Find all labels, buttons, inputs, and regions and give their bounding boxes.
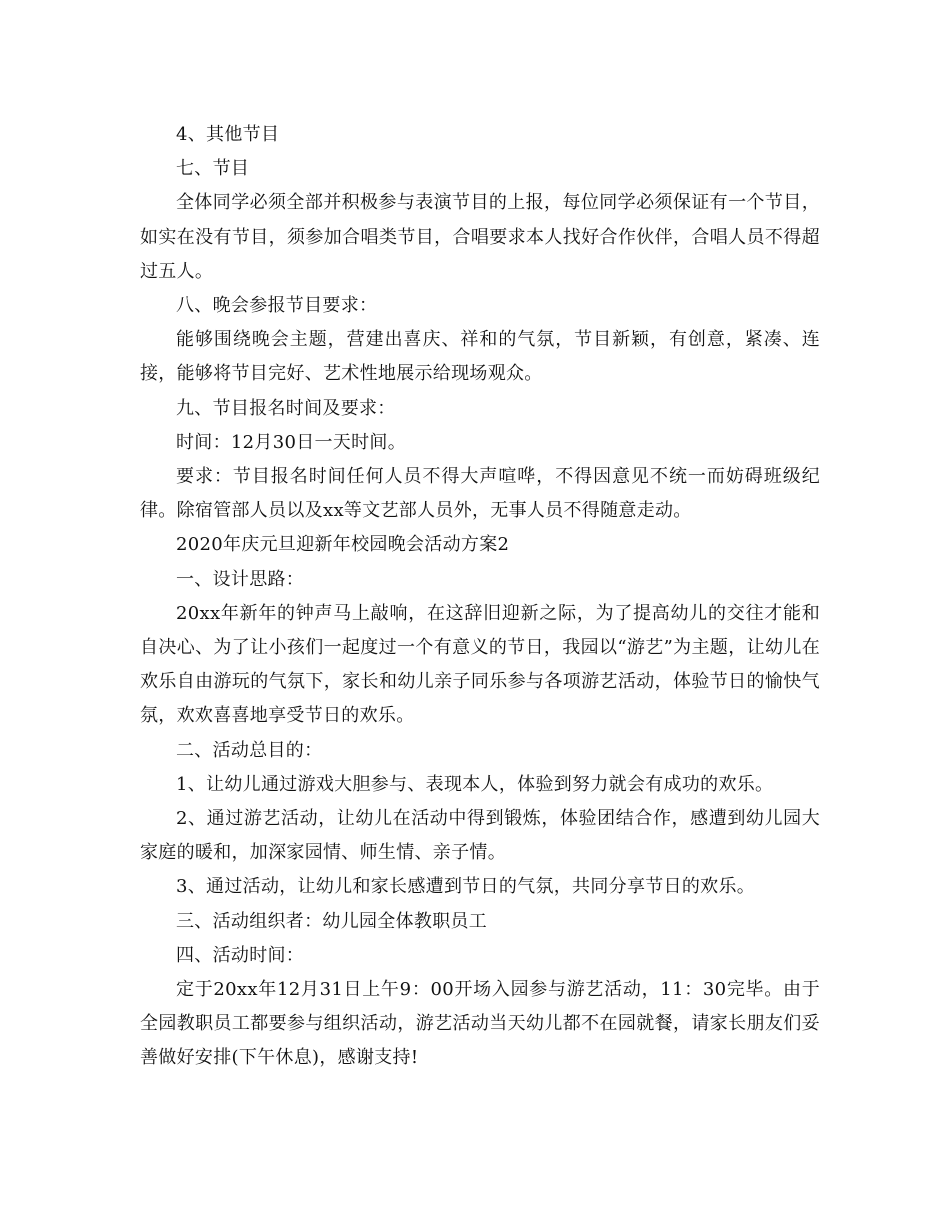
section-heading: 二、活动总目的： bbox=[176, 739, 323, 761]
section-heading: 九、节目报名时间及要求： bbox=[176, 397, 396, 419]
section-heading: 一、设计思路： bbox=[176, 568, 305, 590]
paragraph: 20xx年新年的钟声马上敲响，在这辞旧迎新之际，为了提高幼儿的交往才能和自决心、为了让小孩们一起度过一个有意义的节日，我园以“游艺”为主题，让幼儿在欢乐自由游玩的气氛下，家长和幼儿亲子同乐参与各项游艺活动，体验节日的愉快气氛，欢欢喜喜地享受节日的欢乐。 bbox=[140, 602, 820, 727]
section-heading: 四、活动时间： bbox=[176, 944, 305, 966]
paragraph: 全体同学必须全部并积极参与表演节目的上报，每位同学必须保证有一个节目，如实在没有节目，须参加合唱类节目，合唱要求本人找好合作伙伴，合唱人员不得超过五人。 bbox=[140, 192, 820, 282]
paragraph: 2、通过游艺活动，让幼儿在活动中得到锻炼，体验团结合作，感遭到幼儿园大家庭的暖和，加深家园情、师生情、亲子情。 bbox=[140, 808, 820, 864]
document-body bbox=[140, 118, 820, 1076]
paragraph: 能够围绕晚会主题，营建出喜庆、祥和的气氛，节目新颖，有创意，紧凑、连接，能够将节目完好、艺术性地展示给现场观众。 bbox=[140, 329, 820, 385]
paragraph: 要求：节目报名时间任何人员不得大声喧哗，不得因意见不统一而妨碍班级纪律。除宿管部人员以及xx等文艺部人员外，无事人员不得随意走动。 bbox=[140, 466, 820, 522]
paragraph: 3、通过活动，让幼儿和家长感遭到节日的气氛，共同分享节日的欢乐。 bbox=[176, 876, 756, 898]
document-subtitle: 2020年庆元旦迎新年校园晚会活动方案2 bbox=[176, 534, 510, 556]
section-heading: 七、节目 bbox=[176, 158, 250, 180]
paragraph: 4、其他节目 bbox=[176, 124, 280, 145]
section-heading: 八、晚会参报节目要求： bbox=[176, 295, 378, 317]
section-heading: 三、活动组织者：幼儿园全体教职员工 bbox=[176, 910, 488, 932]
paragraph: 时间：12月30日一天时间。 bbox=[176, 431, 407, 453]
paragraph: 1、让幼儿通过游戏大胆参与、表现本人，体验到努力就会有成功的欢乐。 bbox=[176, 773, 774, 795]
paragraph: 定于20xx年12月31日上午9：00开场入园参与游艺活动，11：30完毕。由于全园教职员工都要参与组织活动，游艺活动当天幼儿都不在园就餐，请家长朋友们妥善做好安排(下午休息)，感谢支持! bbox=[140, 979, 820, 1069]
